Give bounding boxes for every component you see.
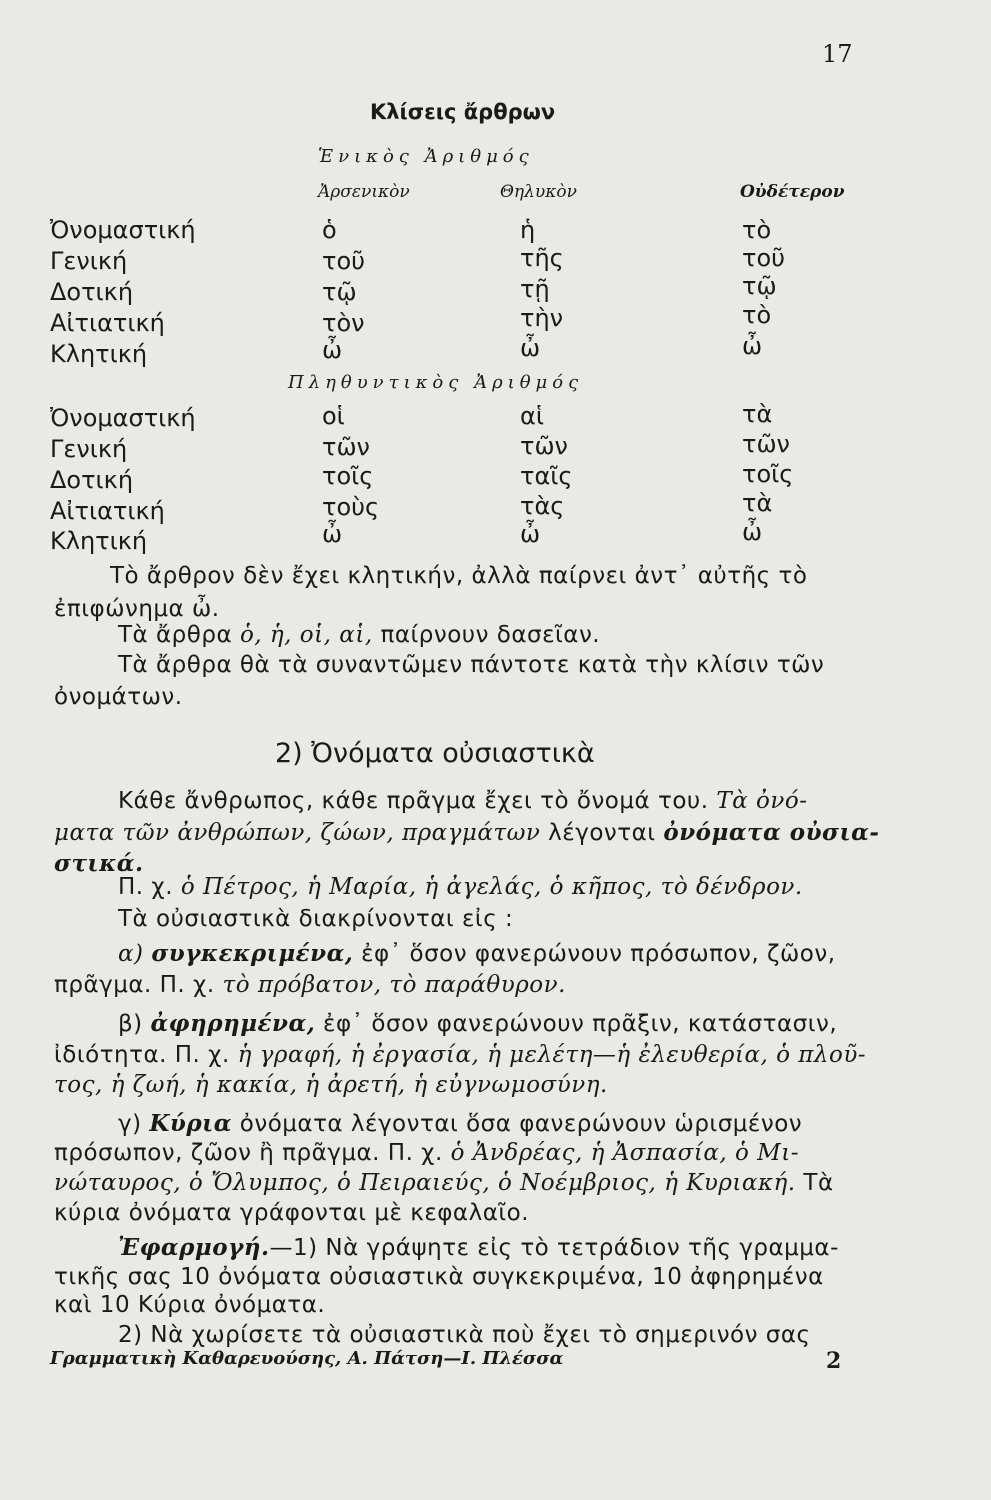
note-line: ὀνομάτων.	[54, 684, 183, 710]
article-feminine: τῇ	[520, 275, 550, 303]
note-line: Τὰ ἄρθρα ὁ, ἡ, οἱ, αἱ, παίρνουν δασεῖαν.	[118, 622, 601, 648]
item-c-line: νώταυρος, ὁ Ὄλυμπος, ὁ Πειραιεύς, ὁ Νοέμβριος, ἡ Κυριακή. Τὰ	[54, 1170, 834, 1196]
gender-masculine: Ἀρσενικὸν	[318, 182, 410, 202]
footer-title: Γραμματικὴ Καθαρευούσης, Α. Πάτση—Ι. Πλέσσα	[50, 1348, 564, 1369]
item-b-line: β) ἀφηρημένα, ἐφ᾿ ὅσον φανερώνουν πρᾶξιν, κατάστασιν,	[118, 1010, 838, 1037]
paragraph-line: στικά.	[54, 850, 144, 877]
gender-feminine: Θηλυκὸν	[500, 182, 577, 202]
footer-signature: 2	[826, 1348, 842, 1374]
article-neuter: τῷ	[742, 272, 777, 300]
case-label: Γενική	[50, 247, 128, 275]
plural-label: Πληθυντικὸς Ἀριθμός	[288, 372, 584, 393]
article-feminine: τὴν	[520, 304, 564, 332]
article-neuter: τὸ	[742, 216, 772, 244]
paragraph-line: ματα τῶν ἀνθρώπων, ζώων, πραγμάτων λέγονται ὀνόματα οὐσια-	[54, 819, 880, 846]
singular-label: Ἑνικὸς Ἀριθμός	[318, 146, 534, 167]
item-c-line: πρόσωπον, ζῶον ἢ πρᾶγμα. Π. χ. ὁ Ἀνδρέας, ἡ Ἀσπασία, ὁ Μι-	[54, 1140, 800, 1166]
case-label: Αἰτιατική	[50, 497, 165, 525]
article-neuter: τοῖς	[742, 460, 794, 488]
case-label: Ὀνομαστική	[50, 404, 196, 432]
article-masculine: τοῖς	[322, 462, 374, 490]
paragraph-line: Κάθε ἄνθρωπος, κάθε πρᾶγμα ἔχει τὸ ὄνομά του. Τὰ ὀνό-	[118, 788, 808, 814]
exercise-line: Ἐφαρμογή.—1) Νὰ γράψητε εἰς τὸ τετράδιον τῆς γραμμα-	[118, 1234, 839, 1261]
article-neuter: τὸ	[742, 301, 772, 329]
case-label: Γενική	[50, 435, 128, 463]
article-masculine: ὁ	[322, 216, 337, 244]
note-line: Τὰ ἄρθρα θὰ τὰ συναντῶμεν πάντοτε κατὰ τὴν κλίσιν τῶν	[118, 652, 825, 678]
item-c-line: κύρια ὀνόματα γράφονται μὲ κεφαλαῖο.	[54, 1200, 530, 1226]
case-label: Ὀνομαστική	[50, 216, 196, 244]
case-label: Κλητική	[50, 340, 148, 368]
case-label: Δοτική	[50, 278, 134, 306]
page-number: 17	[822, 40, 853, 68]
article-masculine: τῷ	[322, 278, 357, 306]
item-b-line: ἰδιότητα. Π. χ. ἡ γραφή, ἡ ἐργασία, ἡ μελέτη—ἡ ἐλευθερία, ὁ πλοῦ-	[54, 1042, 867, 1068]
article-neuter: ὦ	[742, 518, 763, 546]
article-masculine: οἱ	[322, 402, 345, 430]
article-neuter: ὦ	[742, 332, 763, 360]
item-c-line: γ) Κύρια ὀνόματα λέγονται ὅσα φανερώνουν ὡρισμένον	[118, 1110, 803, 1137]
case-label: Αἰτιατική	[50, 309, 165, 337]
article-masculine: τὸν	[322, 309, 365, 337]
article-feminine: αἱ	[520, 402, 544, 430]
article-masculine: τοὺς	[322, 493, 380, 521]
case-label: Κλητική	[50, 527, 148, 555]
item-a-line: πρᾶγμα. Π. χ. τὸ πρόβατον, τὸ παράθυρον.	[54, 972, 566, 998]
paragraph-line: Τὰ οὐσιαστικὰ διακρίνονται εἰς :	[118, 906, 514, 932]
exercise-line: τικῆς σας 10 ὀνόματα οὐσιαστικὰ συγκεκριμένα, 10 ἀφηρημένα	[54, 1264, 824, 1290]
gender-neuter: Οὐδέτερον	[740, 182, 845, 202]
item-b-line: τος, ἡ ζωή, ἡ κακία, ἡ ἀρετή, ἡ εὐγνωμοσύνη.	[54, 1072, 608, 1098]
article-feminine: τῶν	[520, 432, 568, 460]
table-title: Κλίσεις ἄρθρων	[370, 100, 556, 124]
article-feminine: ταῖς	[520, 462, 573, 490]
article-neuter: τὰ	[742, 489, 773, 517]
item-a-line: α) συγκεκριμένα, ἐφ᾿ ὅσον φανερώνουν πρόσωπον, ζῶον,	[118, 940, 836, 967]
article-masculine: ὦ	[322, 336, 343, 364]
article-neuter: τὰ	[742, 400, 773, 428]
section-heading: 2) Ὀνόματα οὐσιαστικὰ	[275, 738, 595, 769]
exercise-line: καὶ 10 Κύρια ὀνόματα.	[54, 1292, 326, 1318]
note-line: ἐπιφώνημα ὦ.	[54, 596, 220, 622]
example-line: Π. χ. ὁ Πέτρος, ἡ Μαρία, ἡ ἀγελάς, ὁ κῆπος, τὸ δένδρον.	[118, 874, 803, 900]
article-masculine: τῶν	[322, 433, 370, 461]
article-neuter: τῶν	[742, 430, 790, 458]
article-neuter: τοῦ	[742, 244, 786, 272]
article-feminine: ὦ	[520, 520, 541, 548]
article-feminine: ἡ	[520, 216, 536, 244]
exercise-line: 2) Νὰ χωρίσετε τὰ οὐσιαστικὰ ποὺ ἔχει τὸ σημερινόν σας	[118, 1322, 811, 1348]
note-line: Τὸ ἄρθρον δὲν ἔχει κλητικήν, ἀλλὰ παίρνει ἀντ᾿ αὐτῆς τὸ	[110, 563, 808, 589]
article-feminine: ὦ	[520, 334, 541, 362]
article-feminine: τὰς	[520, 492, 565, 520]
article-masculine: ὦ	[322, 520, 343, 548]
case-label: Δοτική	[50, 466, 134, 494]
article-feminine: τῆς	[520, 244, 564, 272]
article-masculine: τοῦ	[322, 247, 366, 275]
